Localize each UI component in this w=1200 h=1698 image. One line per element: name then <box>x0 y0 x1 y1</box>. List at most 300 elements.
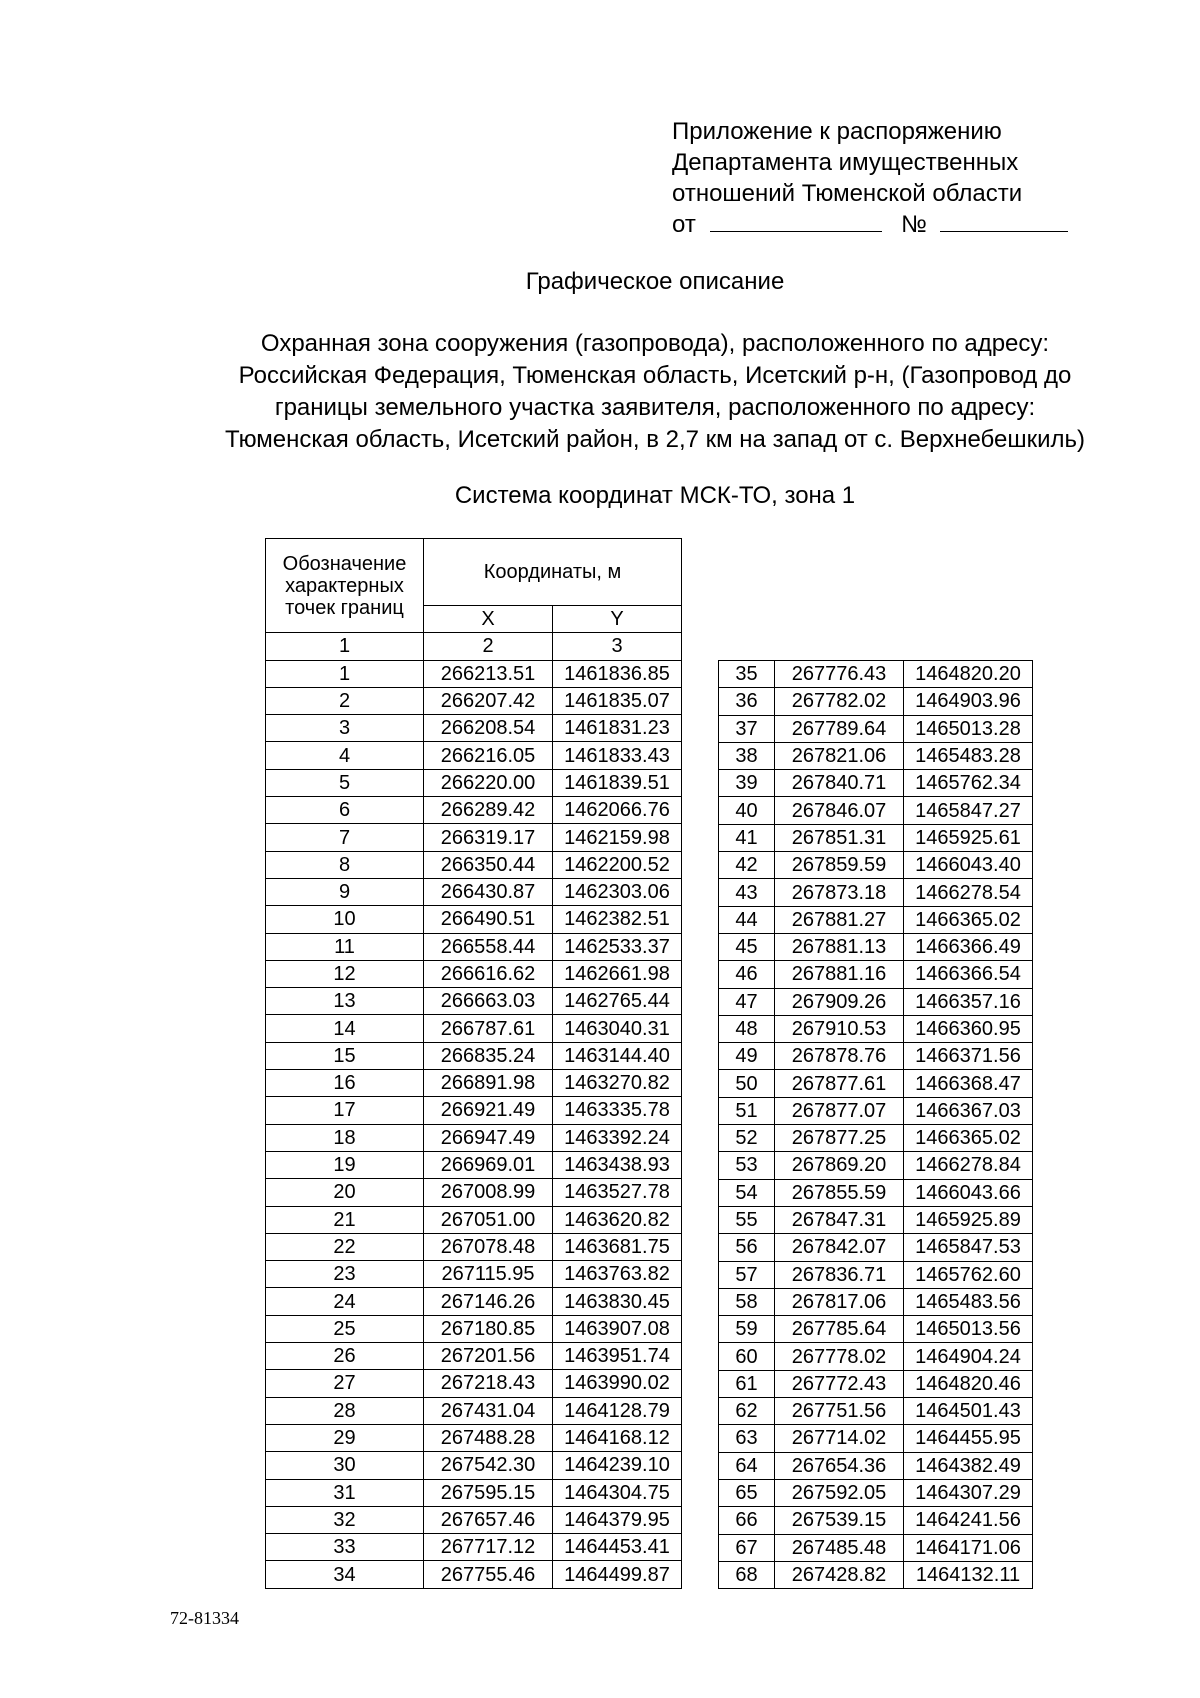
y-coordinate-cell: 1465925.61 <box>904 824 1033 851</box>
table-row <box>266 1479 682 1506</box>
x-coordinate-cell: 267218.43 <box>424 1370 553 1397</box>
point-number-cell: 33 <box>266 1534 424 1561</box>
point-number-cell: 6 <box>266 797 424 824</box>
date-blank <box>710 213 882 232</box>
appendix-date-number-line <box>672 209 1092 240</box>
y-coordinate-cell: 1465847.53 <box>904 1234 1033 1261</box>
table-row <box>266 1151 682 1178</box>
x-coordinate-cell: 267751.56 <box>775 1398 904 1425</box>
x-coordinate-cell: 266350.44 <box>424 851 553 878</box>
y-coordinate-cell: 1461839.51 <box>553 769 682 796</box>
x-coordinate-cell: 267180.85 <box>424 1315 553 1342</box>
x-coordinate-cell: 267878.76 <box>775 1043 904 1070</box>
point-number-cell: 14 <box>266 1015 424 1042</box>
y-coordinate-cell: 1464171.06 <box>904 1534 1033 1561</box>
y-coordinate-cell: 1464499.87 <box>553 1561 682 1588</box>
point-number-cell: 58 <box>719 1288 775 1315</box>
y-coordinate-cell: 1464455.95 <box>904 1425 1033 1452</box>
point-number-cell: 34 <box>266 1561 424 1588</box>
y-coordinate-cell: 1465013.28 <box>904 715 1033 742</box>
x-coordinate-cell: 267851.31 <box>775 824 904 851</box>
x-coordinate-cell: 267755.46 <box>424 1561 553 1588</box>
header-y: Y <box>553 606 682 633</box>
header-point-line-3: точек границ <box>285 596 404 619</box>
x-coordinate-cell: 267595.15 <box>424 1479 553 1506</box>
x-coordinate-cell: 266558.44 <box>424 933 553 960</box>
table-row <box>719 1561 1033 1588</box>
table-row <box>719 1534 1033 1561</box>
y-coordinate-cell: 1466366.49 <box>904 933 1033 960</box>
table-row <box>719 770 1033 797</box>
table-row <box>719 824 1033 851</box>
number-blank <box>940 213 1068 232</box>
header-point-designation <box>266 539 424 633</box>
x-coordinate-cell: 266835.24 <box>424 1042 553 1069</box>
document-title: Графическое описание <box>525 268 785 295</box>
header-point-line-2: характерных <box>285 574 404 597</box>
point-number-cell: 56 <box>719 1234 775 1261</box>
point-number-cell: 26 <box>266 1343 424 1370</box>
point-number-cell: 39 <box>719 770 775 797</box>
y-coordinate-cell: 1466368.47 <box>904 1070 1033 1097</box>
point-number-cell: 23 <box>266 1261 424 1288</box>
x-coordinate-cell: 267078.48 <box>424 1233 553 1260</box>
table-row <box>266 660 682 687</box>
table-row <box>266 906 682 933</box>
table-row <box>719 1507 1033 1534</box>
table-row <box>266 1343 682 1370</box>
table-row <box>719 1206 1033 1233</box>
table-row <box>266 1070 682 1097</box>
table-row <box>719 879 1033 906</box>
point-number-cell: 15 <box>266 1042 424 1069</box>
y-coordinate-cell: 1466278.54 <box>904 879 1033 906</box>
y-coordinate-cell: 1464820.20 <box>904 661 1033 688</box>
table-row <box>719 1288 1033 1315</box>
point-number-cell: 16 <box>266 1070 424 1097</box>
y-coordinate-cell: 1463144.40 <box>553 1042 682 1069</box>
x-coordinate-cell: 266319.17 <box>424 824 553 851</box>
x-coordinate-cell: 267909.26 <box>775 988 904 1015</box>
y-coordinate-cell: 1462765.44 <box>553 988 682 1015</box>
x-coordinate-cell: 267488.28 <box>424 1424 553 1451</box>
table-row <box>266 1097 682 1124</box>
y-coordinate-cell: 1463990.02 <box>553 1370 682 1397</box>
y-coordinate-cell: 1463335.78 <box>553 1097 682 1124</box>
table-row <box>719 1479 1033 1506</box>
table-row <box>719 797 1033 824</box>
point-number-cell: 55 <box>719 1206 775 1233</box>
column-number-2: 2 <box>424 633 553 660</box>
column-number-3: 3 <box>553 633 682 660</box>
y-coordinate-cell: 1464239.10 <box>553 1452 682 1479</box>
y-coordinate-cell: 1461835.07 <box>553 687 682 714</box>
subject-description <box>130 328 1180 456</box>
x-coordinate-cell: 267428.82 <box>775 1561 904 1588</box>
x-coordinate-cell: 267782.02 <box>775 688 904 715</box>
table-row <box>266 933 682 960</box>
table-row <box>719 1125 1033 1152</box>
x-coordinate-cell: 267201.56 <box>424 1343 553 1370</box>
header-coordinates: Координаты, м <box>424 539 682 606</box>
table-row <box>266 1506 682 1533</box>
y-coordinate-cell: 1466365.02 <box>904 906 1033 933</box>
x-coordinate-cell: 267542.30 <box>424 1452 553 1479</box>
y-coordinate-cell: 1463951.74 <box>553 1343 682 1370</box>
table-row <box>719 1070 1033 1097</box>
y-coordinate-cell: 1464304.75 <box>553 1479 682 1506</box>
point-number-cell: 20 <box>266 1179 424 1206</box>
point-number-cell: 65 <box>719 1479 775 1506</box>
table-row <box>266 742 682 769</box>
table-row <box>266 1315 682 1342</box>
table-row <box>719 1370 1033 1397</box>
x-coordinate-cell: 267539.15 <box>775 1507 904 1534</box>
y-coordinate-cell: 1463620.82 <box>553 1206 682 1233</box>
table-row <box>266 960 682 987</box>
x-coordinate-cell: 266430.87 <box>424 878 553 905</box>
point-number-cell: 59 <box>719 1316 775 1343</box>
table-row <box>719 661 1033 688</box>
table-row <box>266 1397 682 1424</box>
x-coordinate-cell: 267877.61 <box>775 1070 904 1097</box>
y-coordinate-cell: 1464904.24 <box>904 1343 1033 1370</box>
point-number-cell: 67 <box>719 1534 775 1561</box>
table-row <box>266 1261 682 1288</box>
y-coordinate-cell: 1465762.60 <box>904 1261 1033 1288</box>
table-body-right <box>719 661 1033 1589</box>
y-coordinate-cell: 1464307.29 <box>904 1479 1033 1506</box>
point-number-cell: 61 <box>719 1370 775 1397</box>
point-number-cell: 4 <box>266 742 424 769</box>
x-coordinate-cell: 266220.00 <box>424 769 553 796</box>
point-number-cell: 66 <box>719 1507 775 1534</box>
y-coordinate-cell: 1463270.82 <box>553 1070 682 1097</box>
y-coordinate-cell: 1465847.27 <box>904 797 1033 824</box>
point-number-cell: 9 <box>266 878 424 905</box>
x-coordinate-cell: 267881.27 <box>775 906 904 933</box>
table-row <box>266 1206 682 1233</box>
appendix-line-3: отношений Тюменской области <box>672 180 1023 207</box>
table-row <box>719 961 1033 988</box>
point-number-cell: 45 <box>719 933 775 960</box>
table-row <box>719 1043 1033 1070</box>
number-label: № <box>901 211 927 238</box>
y-coordinate-cell: 1462661.98 <box>553 960 682 987</box>
y-coordinate-cell: 1465013.56 <box>904 1316 1033 1343</box>
y-coordinate-cell: 1465483.56 <box>904 1288 1033 1315</box>
y-coordinate-cell: 1463830.45 <box>553 1288 682 1315</box>
y-coordinate-cell: 1465925.89 <box>904 1206 1033 1233</box>
coordinate-system-label: Система координат МСК-ТО, зона 1 <box>454 482 856 509</box>
table-row <box>719 1316 1033 1343</box>
x-coordinate-cell: 266663.03 <box>424 988 553 1015</box>
point-number-cell: 53 <box>719 1152 775 1179</box>
x-coordinate-cell: 266787.61 <box>424 1015 553 1042</box>
x-coordinate-cell: 267817.06 <box>775 1288 904 1315</box>
x-coordinate-cell: 267592.05 <box>775 1479 904 1506</box>
table-row <box>266 878 682 905</box>
column-number-1: 1 <box>266 633 424 660</box>
point-number-cell: 52 <box>719 1125 775 1152</box>
appendix-line-1: Приложение к распоряжению <box>672 118 1002 145</box>
point-number-cell: 47 <box>719 988 775 1015</box>
y-coordinate-cell: 1464379.95 <box>553 1506 682 1533</box>
y-coordinate-cell: 1466365.02 <box>904 1125 1033 1152</box>
point-number-cell: 24 <box>266 1288 424 1315</box>
x-coordinate-cell: 267877.07 <box>775 1097 904 1124</box>
point-number-cell: 31 <box>266 1479 424 1506</box>
x-coordinate-cell: 267855.59 <box>775 1179 904 1206</box>
x-coordinate-cell: 266616.62 <box>424 960 553 987</box>
point-number-cell: 36 <box>719 688 775 715</box>
y-coordinate-cell: 1464132.11 <box>904 1561 1033 1588</box>
table-row <box>719 852 1033 879</box>
x-coordinate-cell: 267873.18 <box>775 879 904 906</box>
x-coordinate-cell: 267842.07 <box>775 1234 904 1261</box>
appendix-line-2: Департамента имущественных <box>672 149 1019 176</box>
x-coordinate-cell: 267859.59 <box>775 852 904 879</box>
point-number-cell: 21 <box>266 1206 424 1233</box>
y-coordinate-cell: 1463681.75 <box>553 1233 682 1260</box>
point-number-cell: 40 <box>719 797 775 824</box>
y-coordinate-cell: 1462303.06 <box>553 878 682 905</box>
subject-line-4: Тюменская область, Исетский район, в 2,7 км на запад от с. Верхнебешкиль) <box>224 426 1086 453</box>
y-coordinate-cell: 1461831.23 <box>553 715 682 742</box>
x-coordinate-cell: 267654.36 <box>775 1452 904 1479</box>
point-number-cell: 13 <box>266 988 424 1015</box>
point-number-cell: 64 <box>719 1452 775 1479</box>
point-number-cell: 30 <box>266 1452 424 1479</box>
table-row <box>719 1343 1033 1370</box>
table-row <box>719 933 1033 960</box>
y-coordinate-cell: 1463392.24 <box>553 1124 682 1151</box>
coordinates-table-left <box>265 538 682 1589</box>
point-number-cell: 54 <box>719 1179 775 1206</box>
x-coordinate-cell: 266891.98 <box>424 1070 553 1097</box>
point-number-cell: 48 <box>719 1015 775 1042</box>
y-coordinate-cell: 1466360.95 <box>904 1015 1033 1042</box>
x-coordinate-cell: 267846.07 <box>775 797 904 824</box>
table-row <box>719 1234 1033 1261</box>
y-coordinate-cell: 1465483.28 <box>904 742 1033 769</box>
table-row <box>266 1288 682 1315</box>
point-number-cell: 68 <box>719 1561 775 1588</box>
point-number-cell: 32 <box>266 1506 424 1533</box>
from-label: от <box>672 211 696 238</box>
point-number-cell: 25 <box>266 1315 424 1342</box>
x-coordinate-cell: 267877.25 <box>775 1125 904 1152</box>
x-coordinate-cell: 266921.49 <box>424 1097 553 1124</box>
point-number-cell: 1 <box>266 660 424 687</box>
x-coordinate-cell: 266208.54 <box>424 715 553 742</box>
point-number-cell: 12 <box>266 960 424 987</box>
table-row <box>266 769 682 796</box>
subject-line-2: Российская Федерация, Тюменская область, Исетский р-н, (Газопровод до <box>238 362 1072 389</box>
table-row <box>719 1097 1033 1124</box>
x-coordinate-cell: 267836.71 <box>775 1261 904 1288</box>
point-number-cell: 5 <box>266 769 424 796</box>
y-coordinate-cell: 1463527.78 <box>553 1179 682 1206</box>
table-row <box>719 1261 1033 1288</box>
y-coordinate-cell: 1461833.43 <box>553 742 682 769</box>
table-row <box>266 1042 682 1069</box>
subject-line-1: Охранная зона сооружения (газопровода), расположенного по адресу: <box>260 330 1050 357</box>
table-row <box>719 688 1033 715</box>
y-coordinate-cell: 1462200.52 <box>553 851 682 878</box>
point-number-cell: 60 <box>719 1343 775 1370</box>
y-coordinate-cell: 1464501.43 <box>904 1398 1033 1425</box>
table-row <box>266 851 682 878</box>
y-coordinate-cell: 1462533.37 <box>553 933 682 960</box>
table-row <box>266 1534 682 1561</box>
point-number-cell: 49 <box>719 1043 775 1070</box>
table-row <box>266 1561 682 1588</box>
table-row <box>719 1398 1033 1425</box>
x-coordinate-cell: 267485.48 <box>775 1534 904 1561</box>
point-number-cell: 18 <box>266 1124 424 1151</box>
y-coordinate-cell: 1464820.46 <box>904 1370 1033 1397</box>
table-row <box>266 1015 682 1042</box>
x-coordinate-cell: 266490.51 <box>424 906 553 933</box>
table-row <box>719 742 1033 769</box>
y-coordinate-cell: 1464382.49 <box>904 1452 1033 1479</box>
x-coordinate-cell: 266289.42 <box>424 797 553 824</box>
table-row <box>266 1124 682 1151</box>
point-number-cell: 51 <box>719 1097 775 1124</box>
y-coordinate-cell: 1466357.16 <box>904 988 1033 1015</box>
table-body-left <box>266 660 682 1588</box>
point-number-cell: 17 <box>266 1097 424 1124</box>
point-number-cell: 46 <box>719 961 775 988</box>
table-row <box>719 1425 1033 1452</box>
x-coordinate-cell: 267910.53 <box>775 1015 904 1042</box>
y-coordinate-cell: 1466278.84 <box>904 1152 1033 1179</box>
table-row <box>266 797 682 824</box>
x-coordinate-cell: 267051.00 <box>424 1206 553 1233</box>
x-coordinate-cell: 267789.64 <box>775 715 904 742</box>
x-coordinate-cell: 266216.05 <box>424 742 553 769</box>
x-coordinate-cell: 267146.26 <box>424 1288 553 1315</box>
x-coordinate-cell: 267785.64 <box>775 1316 904 1343</box>
y-coordinate-cell: 1466367.03 <box>904 1097 1033 1124</box>
point-number-cell: 8 <box>266 851 424 878</box>
y-coordinate-cell: 1463040.31 <box>553 1015 682 1042</box>
point-number-cell: 63 <box>719 1425 775 1452</box>
point-number-cell: 44 <box>719 906 775 933</box>
y-coordinate-cell: 1464128.79 <box>553 1397 682 1424</box>
point-number-cell: 41 <box>719 824 775 851</box>
x-coordinate-cell: 267714.02 <box>775 1425 904 1452</box>
y-coordinate-cell: 1464903.96 <box>904 688 1033 715</box>
x-coordinate-cell: 266207.42 <box>424 687 553 714</box>
x-coordinate-cell: 267840.71 <box>775 770 904 797</box>
point-number-cell: 62 <box>719 1398 775 1425</box>
x-coordinate-cell: 267869.20 <box>775 1152 904 1179</box>
point-number-cell: 27 <box>266 1370 424 1397</box>
table-row <box>719 1152 1033 1179</box>
subject-line-3: границы земельного участка заявителя, расположенного по адресу: <box>274 394 1036 421</box>
y-coordinate-cell: 1464168.12 <box>553 1424 682 1451</box>
table-row <box>266 1452 682 1479</box>
x-coordinate-cell: 266213.51 <box>424 660 553 687</box>
point-number-cell: 3 <box>266 715 424 742</box>
x-coordinate-cell: 267115.95 <box>424 1261 553 1288</box>
appendix-block <box>672 116 1092 240</box>
point-number-cell: 57 <box>719 1261 775 1288</box>
document-code: 72-81334 <box>170 1608 239 1628</box>
header-point-line-1: Обозначение <box>282 552 407 575</box>
y-coordinate-cell: 1466366.54 <box>904 961 1033 988</box>
y-coordinate-cell: 1462382.51 <box>553 906 682 933</box>
header-x: X <box>424 606 553 633</box>
point-number-cell: 38 <box>719 742 775 769</box>
table-row <box>266 1233 682 1260</box>
table-row <box>266 1424 682 1451</box>
y-coordinate-cell: 1465762.34 <box>904 770 1033 797</box>
table-row <box>266 988 682 1015</box>
y-coordinate-cell: 1463907.08 <box>553 1315 682 1342</box>
point-number-cell: 42 <box>719 852 775 879</box>
point-number-cell: 10 <box>266 906 424 933</box>
table-row <box>266 715 682 742</box>
x-coordinate-cell: 267776.43 <box>775 661 904 688</box>
x-coordinate-cell: 266947.49 <box>424 1124 553 1151</box>
point-number-cell: 29 <box>266 1424 424 1451</box>
x-coordinate-cell: 266969.01 <box>424 1151 553 1178</box>
x-coordinate-cell: 267657.46 <box>424 1506 553 1533</box>
x-coordinate-cell: 267881.13 <box>775 933 904 960</box>
point-number-cell: 7 <box>266 824 424 851</box>
x-coordinate-cell: 267881.16 <box>775 961 904 988</box>
point-number-cell: 37 <box>719 715 775 742</box>
y-coordinate-cell: 1463763.82 <box>553 1261 682 1288</box>
x-coordinate-cell: 267847.31 <box>775 1206 904 1233</box>
table-row <box>719 1452 1033 1479</box>
x-coordinate-cell: 267772.43 <box>775 1370 904 1397</box>
y-coordinate-cell: 1464453.41 <box>553 1534 682 1561</box>
y-coordinate-cell: 1466043.40 <box>904 852 1033 879</box>
point-number-cell: 28 <box>266 1397 424 1424</box>
point-number-cell: 22 <box>266 1233 424 1260</box>
x-coordinate-cell: 267431.04 <box>424 1397 553 1424</box>
point-number-cell: 50 <box>719 1070 775 1097</box>
table-row <box>719 1179 1033 1206</box>
point-number-cell: 19 <box>266 1151 424 1178</box>
y-coordinate-cell: 1466371.56 <box>904 1043 1033 1070</box>
x-coordinate-cell: 267778.02 <box>775 1343 904 1370</box>
point-number-cell: 11 <box>266 933 424 960</box>
y-coordinate-cell: 1466043.66 <box>904 1179 1033 1206</box>
table-row <box>266 687 682 714</box>
x-coordinate-cell: 267008.99 <box>424 1179 553 1206</box>
point-number-cell: 2 <box>266 687 424 714</box>
point-number-cell: 35 <box>719 661 775 688</box>
x-coordinate-cell: 267717.12 <box>424 1534 553 1561</box>
table-row <box>266 1370 682 1397</box>
table-row <box>719 988 1033 1015</box>
y-coordinate-cell: 1461836.85 <box>553 660 682 687</box>
point-number-cell: 43 <box>719 879 775 906</box>
y-coordinate-cell: 1462066.76 <box>553 797 682 824</box>
table-row <box>719 715 1033 742</box>
y-coordinate-cell: 1463438.93 <box>553 1151 682 1178</box>
table-row <box>266 824 682 851</box>
table-row <box>719 1015 1033 1042</box>
coordinates-table-right <box>718 660 1033 1589</box>
table-row <box>719 906 1033 933</box>
x-coordinate-cell: 267821.06 <box>775 742 904 769</box>
